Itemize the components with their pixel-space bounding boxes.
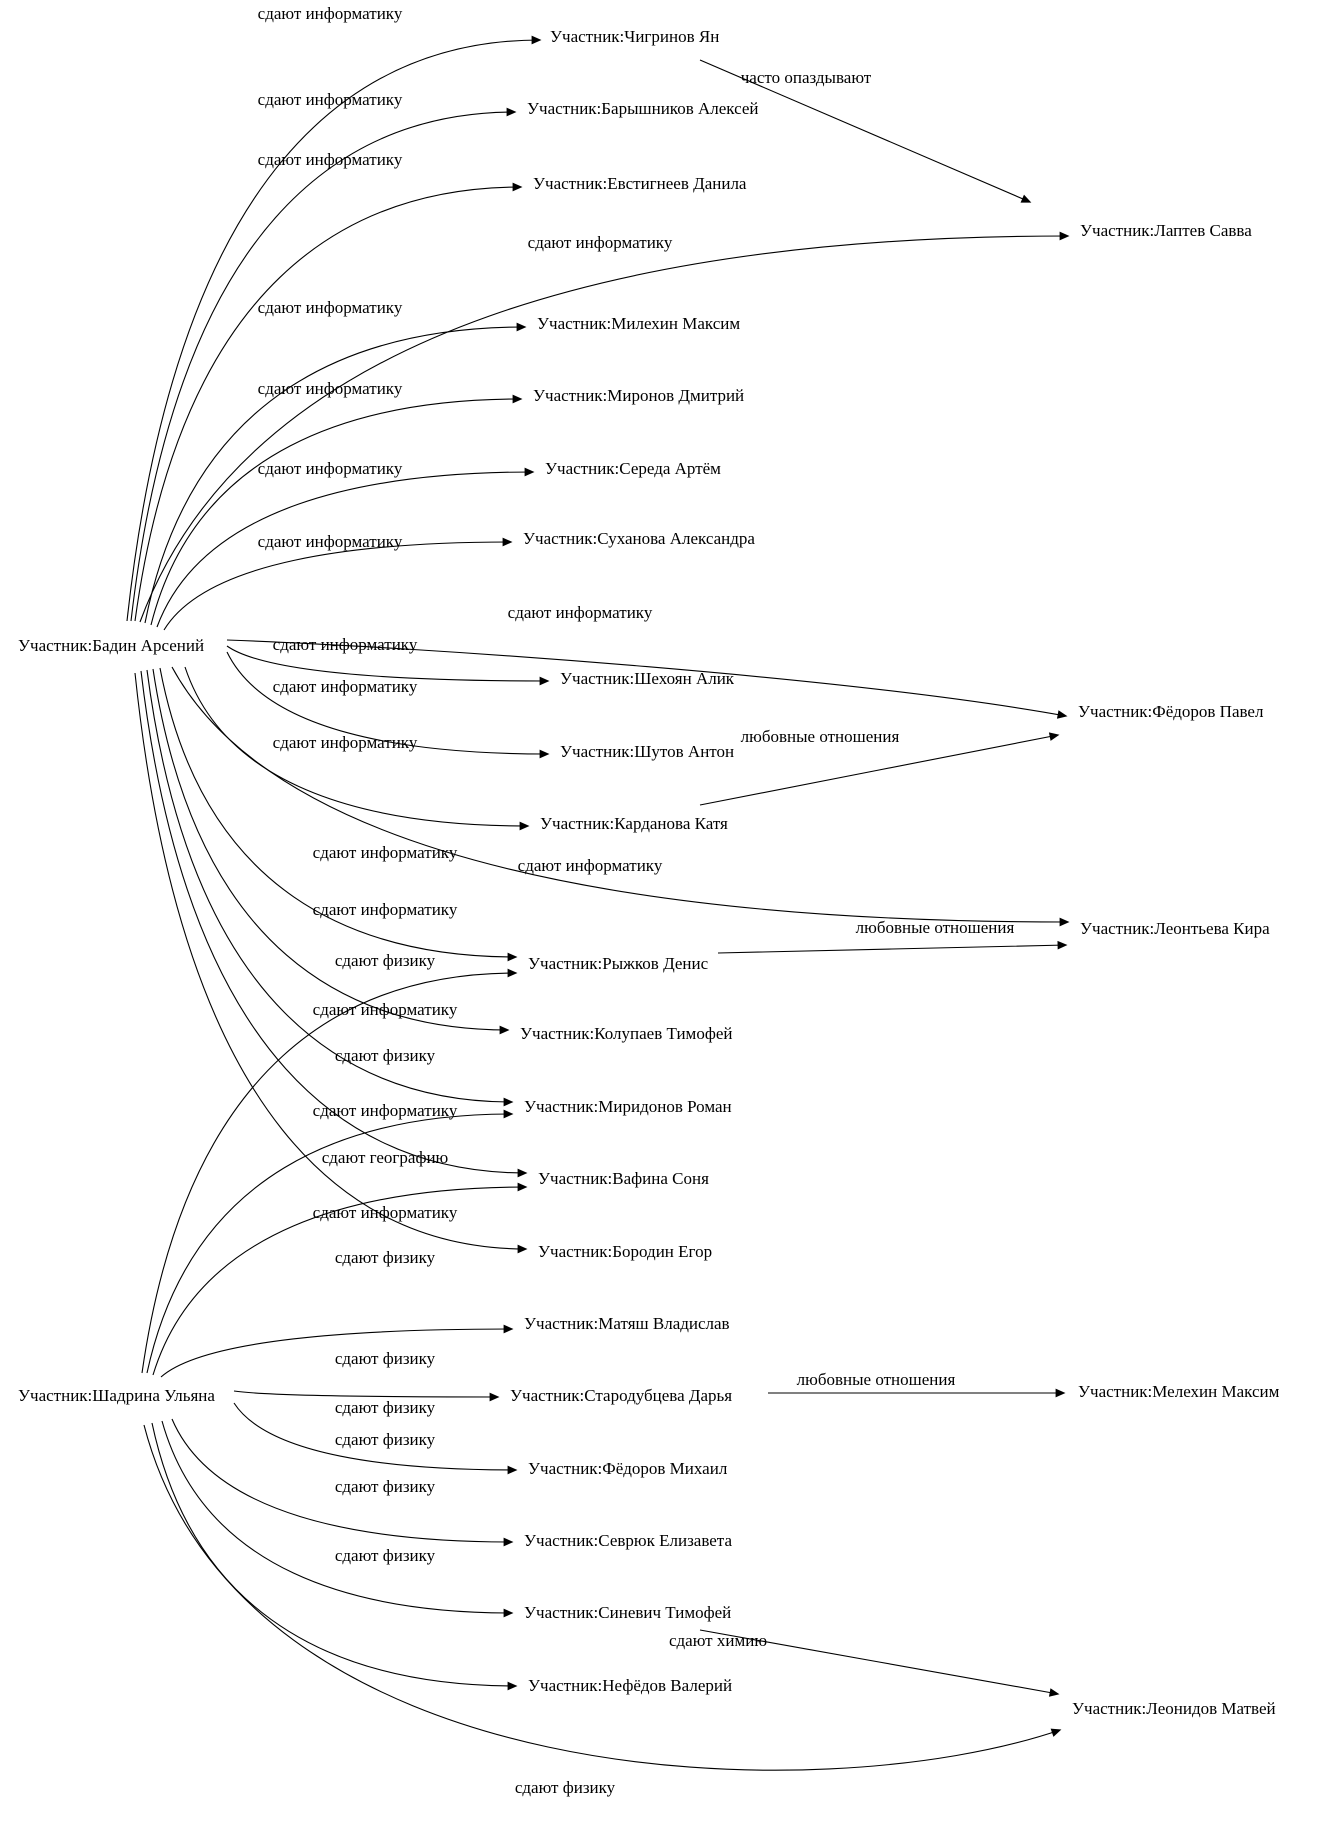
edge-label-badin-sereda: сдают информатику [257,458,403,478]
node-sinevich: Участник:Синевич Тимофей [524,1602,732,1622]
edge-label-badin-shekhoyan: сдают информатику [272,634,418,654]
node-shadrina: Участник:Шадрина Ульяна [18,1385,215,1405]
node-melekhin: Участник:Мелехин Максим [1078,1381,1280,1401]
node-leonidov: Участник:Леонидов Матвей [1072,1698,1276,1718]
node-shutov: Участник:Шутов Антон [560,741,735,761]
edge-label-badin-miridonov: сдают информатику [312,999,458,1019]
edge-badin-evstigneev [135,187,521,621]
edge-label-shadrina-fyodorov_mikhail: сдают физику [334,1397,436,1417]
edge-label-shadrina-sinevich: сдают физику [334,1476,436,1496]
edge-label-badin-leontyeva: сдают информатику [517,855,663,875]
edge-label-badin-kardanova: сдают информатику [272,732,418,752]
edge-label-badin-baryshnikov: сдают информатику [257,89,403,109]
edge-label-chigrinov-laptev: часто опаздывают [740,67,872,87]
node-miridonov: Участник:Миридонов Роман [524,1096,732,1116]
node-ryzhkov: Участник:Рыжков Денис [528,953,709,973]
node-evstigneev: Участник:Евстигнеев Данила [533,173,747,193]
edge-label-shadrina-miridonov: сдают физику [334,1045,436,1065]
edge-shadrina-ryzhkov [142,973,516,1373]
edge-badin-leontyeva [172,667,1068,922]
edge-label-badin-vafina: сдают информатику [312,1100,458,1120]
node-milekhin: Участник:Милехин Максим [537,313,741,333]
node-leontyeva: Участник:Леонтьева Кира [1080,918,1270,938]
edge-label-shadrina-nefyodov: сдают физику [334,1545,436,1565]
node-sukhanova: Участник:Суханова Александра [523,528,755,548]
edge-shadrina-sinevich [162,1421,512,1613]
edge-label-shadrina-vafina: сдают географию [321,1147,449,1167]
node-baryshnikov: Участник:Барышников Алексей [527,98,759,118]
edge-label-badin-kolupaev: сдают информатику [312,899,458,919]
edge-label-shadrina-matyash: сдают физику [334,1247,436,1267]
edge-label-badin-milekhin: сдают информатику [257,297,403,317]
node-sevryuk: Участник:Севрюк Елизавета [524,1530,732,1550]
edge-label-badin-chigrinov: сдают информатику [257,3,403,23]
node-nefyodov: Участник:Нефёдов Валерий [528,1675,733,1695]
edge-label-badin-fyodorov_pavel: сдают информатику [507,602,653,622]
edge-shadrina-starodubtseva [234,1391,498,1397]
node-badin: Участник:Бадин Арсений [18,635,205,655]
node-kolupaev: Участник:Колупаев Тимофей [520,1023,733,1043]
node-fyodorov_pavel: Участник:Фёдоров Павел [1078,701,1264,721]
edge-label-badin-laptev: сдают информатику [527,232,673,252]
edge-label-badin-shutov: сдают информатику [272,676,418,696]
edge-label-starodubtseva-melekhin: любовные отношения [796,1369,956,1389]
node-kardanova: Участник:Карданова Катя [540,813,728,833]
edge-label-shadrina-ryzhkov: сдают физику [334,950,436,970]
edge-label-shadrina-leonidov: сдают физику [514,1777,616,1797]
edge-label-kardanova-fyodorov_pavel: любовные отношения [740,726,900,746]
edge-label-shadrina-sevryuk: сдают физику [334,1429,436,1449]
edge-label-sinevich-leonidov: сдают химию [668,1630,768,1650]
edge-label-badin-ryzhkov: сдают информатику [312,842,458,862]
node-chigrinov: Участник:Чигринов Ян [550,26,720,46]
node-sereda: Участник:Середа Артём [545,458,721,478]
node-borodin: Участник:Бородин Егор [538,1241,713,1261]
node-vafina: Участник:Вафина Соня [538,1168,709,1188]
node-matyash: Участник:Матяш Владислав [524,1313,730,1333]
edge-labels-layer [258,4,1015,1797]
edge-label-badin-sukhanova: сдают информатику [257,531,403,551]
edge-label-badin-borodin: сдают информатику [312,1202,458,1222]
edge-label-shadrina-starodubtseva: сдают физику [334,1348,436,1368]
edge-badin-sukhanova [164,542,511,630]
node-starodubtseva: Участник:Стародубцева Дарья [510,1385,733,1405]
edge-label-badin-evstigneev: сдают информатику [257,149,403,169]
node-laptev: Участник:Лаптев Савва [1080,220,1252,240]
edge-ryzhkov-leontyeva [718,945,1066,953]
edge-label-badin-mironov: сдают информатику [257,378,403,398]
node-fyodorov_mikhail: Участник:Фёдоров Михаил [528,1458,728,1478]
edge-label-ryzhkov-leontyeva: любовные отношения [855,917,1015,937]
node-shekhoyan: Участник:Шехоян Алик [560,668,735,688]
node-mironov: Участник:Миронов Дмитрий [533,385,745,405]
